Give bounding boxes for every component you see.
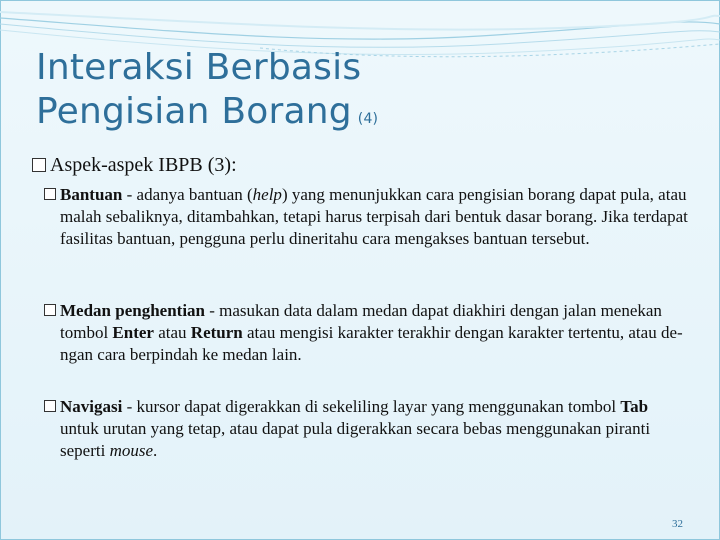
text-part-italic: mouse xyxy=(109,441,154,460)
sub-bullet-medan-penghentian xyxy=(60,300,690,366)
text-part: - masukan data dalam medan dapat diakhiri dengan jalan menekan tombol xyxy=(60,301,662,342)
text-part-italic: help xyxy=(252,185,282,204)
term: Navigasi xyxy=(60,397,123,416)
text-part: ) yang menunjukkan cara pengisian borang dapat pula, atau malah sebaliknya, ditambahkan, tetapi harus terpisah dari bentuk dasar borang. Jika terdapat fasilitas bantuan, pengguna perlu dineritahu cara mengakses bantuan tersebut. xyxy=(60,185,688,248)
title-line-1: Interaksi Berbasis xyxy=(36,47,362,88)
term: Bantuan xyxy=(60,185,123,204)
text-part: . xyxy=(153,441,158,460)
sub-bullet-bantuan xyxy=(60,184,690,250)
sub-bullet-text xyxy=(60,396,690,462)
bullet-box-icon xyxy=(44,304,56,316)
text-part: atau xyxy=(153,323,191,342)
bullet-box-icon xyxy=(44,188,56,200)
text-part: atau mengisi karakter terakhir dengan karakter tertentu, atau de-ngan cara berpindah ke medan lain. xyxy=(60,323,683,364)
sub-bullet-navigasi xyxy=(60,396,690,462)
text-part: - adanya bantuan ( xyxy=(122,185,253,204)
title-suffix: (4) xyxy=(357,111,379,127)
main-bullet xyxy=(32,152,692,178)
bullet-box-icon xyxy=(32,158,46,172)
text-part: untuk urutan yang tetap, atau dapat pula digerakkan secara bebas menggunakan piranti seperti xyxy=(60,419,651,460)
slide-title xyxy=(36,46,378,141)
term: Medan penghentian xyxy=(60,301,205,320)
key-enter: Enter xyxy=(112,323,154,342)
sub-bullet-text xyxy=(60,184,690,250)
page-number: 32 xyxy=(672,518,683,530)
sub-bullet-text xyxy=(60,300,690,366)
title-line-2: Pengisian Borang xyxy=(36,91,352,132)
bullet-box-icon xyxy=(44,400,56,412)
main-bullet-text: Aspek-aspek IBPB (3): xyxy=(50,154,237,176)
text-part: - kursor dapat digerakkan di sekeliling layar yang menggunakan tombol xyxy=(122,397,621,416)
key-tab: Tab xyxy=(620,397,649,416)
key-return: Return xyxy=(190,323,243,342)
